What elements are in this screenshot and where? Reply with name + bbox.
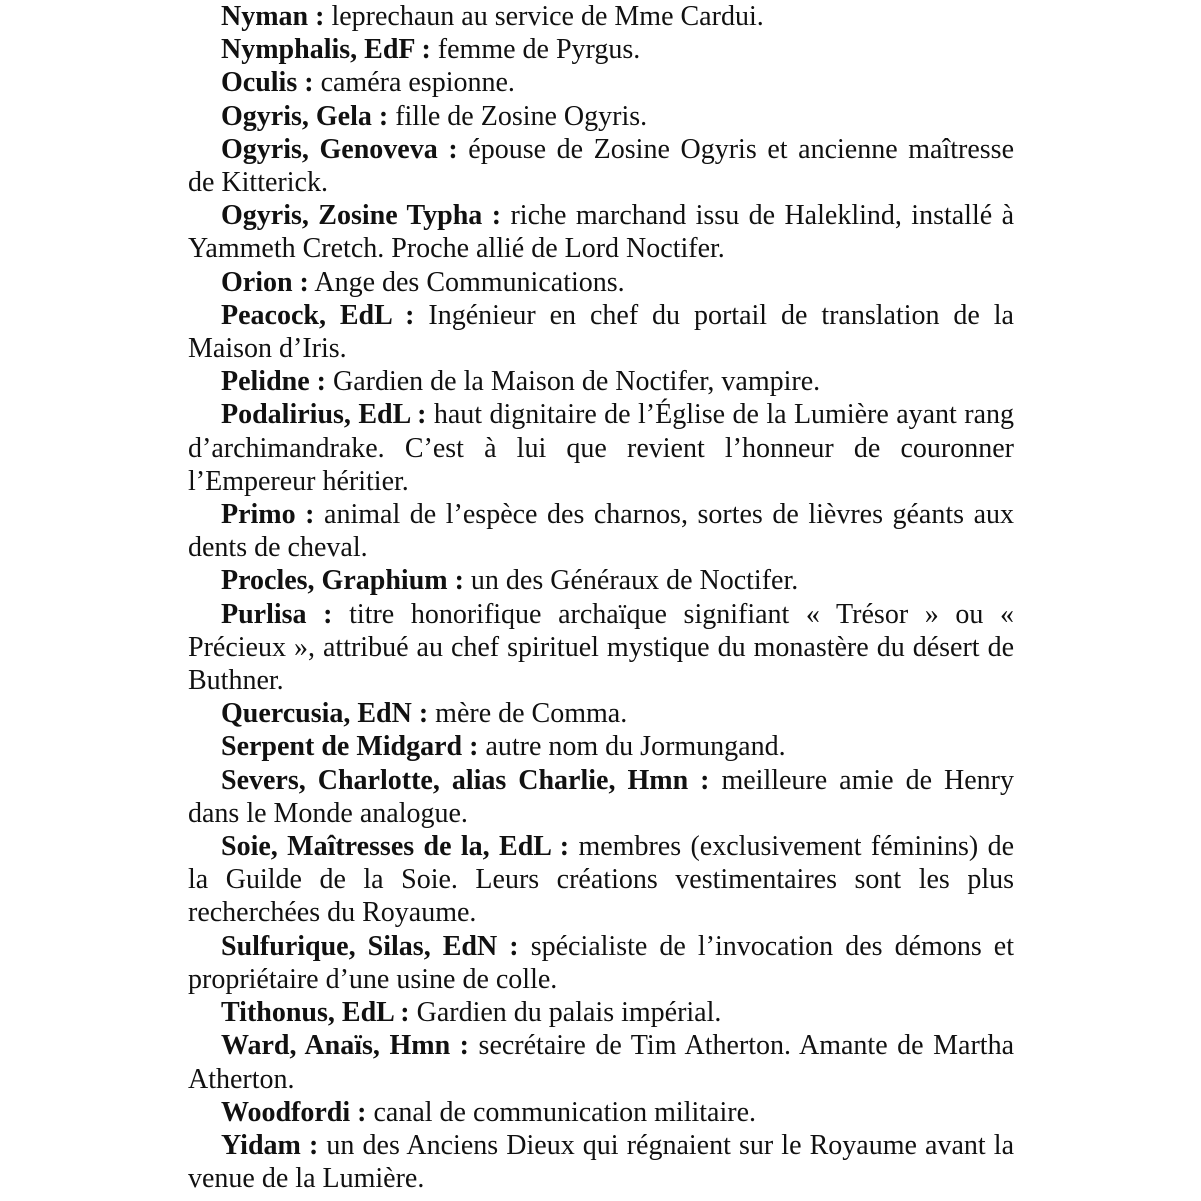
glossary-entry: [188, 199, 1014, 265]
entry-term: Serpent de Midgard :: [221, 731, 479, 763]
entry-definition: épouse de Zosine Ogyris et ancienne maîtresse de Kitterick.: [188, 133, 1015, 199]
glossary-entry: [188, 66, 1014, 99]
entry-definition: caméra espionne.: [313, 67, 515, 99]
glossary-entry: [188, 996, 1014, 1029]
glossary-page: [188, 0, 1014, 1195]
entry-term: Soie, Maîtresses de la, EdL :: [221, 831, 570, 863]
glossary-entry: [188, 365, 1014, 398]
entry-definition: mère de Comma.: [428, 698, 628, 730]
glossary-entry: [188, 133, 1014, 199]
entry-term: Sulfurique, Silas, EdN :: [221, 930, 519, 962]
entry-term: Peacock, EdL :: [221, 299, 415, 331]
entry-term: Ward, Anaïs, Hmn :: [221, 1030, 470, 1062]
entry-definition: Ingénieur en chef du portail de translation de la Maison d’Iris.: [188, 299, 1014, 365]
entry-term: Ogyris, Gela :: [221, 100, 389, 132]
entry-definition: fille de Zosine Ogyris.: [388, 100, 648, 132]
entry-term: Severs, Charlotte, alias Charlie, Hmn :: [221, 764, 710, 796]
glossary-entry: [188, 1129, 1014, 1195]
entry-term: Primo :: [221, 499, 315, 531]
entry-definition: titre honorifique archaïque signifiant « Trésor » ou « Précieux », attribué au chef spirituel mystique du monastère du désert de Buthner.: [188, 598, 1015, 697]
entry-definition: femme de Pyrgus.: [430, 34, 641, 66]
entry-definition: autre nom du Jormungand.: [478, 731, 786, 763]
entry-definition: haut dignitaire de l’Église de la Lumière ayant rang d’archimandrake. C’est à lui que revient l’honneur de couronner l’Empereur héritier.: [188, 399, 1014, 497]
glossary-entry: [188, 100, 1014, 133]
glossary-entry: [188, 1029, 1014, 1095]
glossary-entry: [188, 697, 1014, 730]
glossary-entry: [188, 564, 1014, 597]
glossary-entry: [188, 33, 1014, 66]
glossary-entry: [188, 930, 1014, 996]
entry-definition: riche marchand issu de Haleklind, installé à Yammeth Cretch. Proche allié de Lord Noctifer.: [188, 200, 1015, 265]
glossary-entry: [188, 730, 1014, 763]
glossary-entry: [188, 299, 1014, 365]
entry-definition: Ange des Communications.: [308, 266, 625, 298]
entry-definition: spécialiste de l’invocation des démons et propriétaire d’une usine de colle.: [188, 930, 1015, 995]
entry-term: Purlisa :: [221, 598, 333, 630]
entry-definition: membres (exclusivement féminins) de la Guilde de la Soie. Leurs créations vestimentaires sont les plus recherchées du Royaume.: [188, 831, 1015, 929]
entry-definition: Gardien de la Maison de Noctifer, vampire.: [326, 366, 821, 398]
entry-term: Podalirius, EdL :: [221, 399, 427, 431]
entry-definition: animal de l’espèce des charnos, sortes de lièvres géants aux dents de cheval.: [188, 499, 1015, 564]
entry-term: Oculis :: [221, 67, 314, 99]
glossary-entry: [188, 398, 1014, 498]
entry-definition: secrétaire de Tim Atherton. Amante de Martha Atherton.: [188, 1030, 1015, 1095]
entry-term: Orion :: [221, 266, 309, 298]
entry-term: Quercusia, EdN :: [221, 698, 429, 730]
glossary-entry: [188, 830, 1014, 930]
entry-term: Woodfordi :: [221, 1096, 367, 1128]
entry-term: Tithonus, EdL :: [221, 997, 410, 1029]
entry-term: Pelidne :: [221, 366, 326, 398]
glossary-entry: [188, 266, 1014, 299]
glossary-entry: [188, 764, 1014, 830]
entry-definition: leprechaun au service de Mme Cardui.: [324, 1, 764, 32]
entry-term: Nyman :: [221, 1, 325, 32]
glossary-entry: [188, 498, 1014, 564]
entry-definition: un des Anciens Dieux qui régnaient sur le Royaume avant la venue de la Lumière.: [188, 1129, 1014, 1195]
entry-term: Ogyris, Genoveva :: [221, 133, 458, 165]
entry-definition: canal de communication militaire.: [366, 1096, 756, 1128]
glossary-entry: [188, 598, 1014, 698]
entry-definition: un des Généraux de Noctifer.: [463, 565, 799, 597]
entry-definition: meilleure amie de Henry dans le Monde analogue.: [188, 764, 1014, 829]
glossary-entry: [188, 0, 1014, 33]
glossary-entry: [188, 1096, 1014, 1129]
entry-term: Nymphalis, EdF :: [221, 34, 431, 66]
entry-term: Procles, Graphium :: [221, 565, 464, 597]
entry-definition: Gardien du palais impérial.: [409, 997, 722, 1029]
entry-term: Yidam :: [221, 1129, 319, 1161]
entry-term: Ogyris, Zosine Typha :: [221, 200, 502, 232]
